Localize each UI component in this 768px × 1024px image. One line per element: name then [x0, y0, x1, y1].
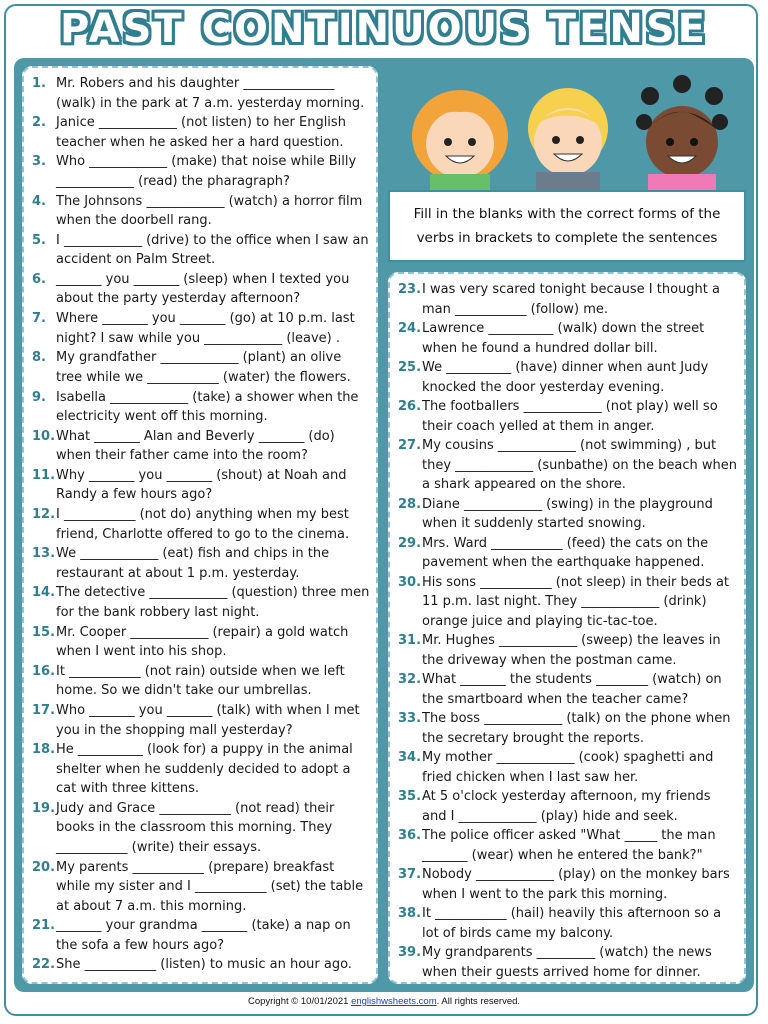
question-number: 7. [32, 311, 46, 327]
question-number: 17. [32, 703, 56, 718]
question-item [398, 748, 738, 787]
question-text: Isabella ____________ (take) a shower when the electricity went off this morning. [56, 389, 359, 424]
question-text: I ____________ (drive) to the office when I saw an accident on Palm Street. [56, 232, 369, 268]
question-text: We ____________ (eat) fish and chips in the restaurant at about 1 p.m. yesterday. [56, 546, 330, 581]
question-text: She ___________ (listen) to music an hour ago. [56, 957, 352, 973]
question-text: Who _______ you _______ (talk) with when I met you in the shopping mall yesterday? [56, 703, 360, 738]
question-number: 10. [32, 428, 56, 444]
children-icon [390, 66, 744, 194]
question-number: 19. [32, 800, 56, 816]
question-item [32, 348, 370, 387]
site-link[interactable]: englishwsheets.com [351, 996, 437, 1007]
question-number: 1. [32, 76, 46, 91]
question-item [32, 955, 370, 975]
question-number: 34. [398, 750, 422, 765]
question-item [398, 436, 738, 495]
question-item [398, 670, 738, 709]
question-item [32, 74, 370, 113]
question-text: The boss ____________ (talk) on the phone when the secretary brought the reports. [422, 711, 731, 746]
question-text: He __________ (look for) a puppy in the animal shelter when he suddenly decided to adopt a cat with three kittens. [56, 742, 353, 797]
question-item [398, 397, 738, 436]
question-text: Mr. Hughes ____________ (sweep) the leaves in the driveway when the postman came. [422, 633, 721, 668]
question-number: 11. [32, 467, 56, 483]
instruction-box [388, 190, 746, 262]
question-text: Why _______ you _______ (shout) at Noah and Randy a few hours ago? [56, 467, 347, 503]
question-item [32, 152, 370, 191]
question-number: 4. [32, 193, 46, 209]
question-item [32, 231, 370, 270]
question-text: Mr. Cooper ____________ (repair) a gold watch when I went into his shop. [56, 624, 349, 660]
question-item [32, 388, 370, 427]
question-item [32, 466, 370, 505]
question-item [398, 495, 738, 534]
question-number: 38. [398, 906, 422, 921]
question-text: What _______ Alan and Beverly _______ (do) when their father came into the room? [56, 428, 335, 464]
question-number: 18. [32, 742, 56, 758]
question-item [32, 505, 370, 544]
question-text: Lawrence __________ (walk) down the street when he found a hundred dollar bill. [422, 321, 705, 356]
question-number: 27. [398, 438, 422, 453]
question-text: I was very scared tonight because I thought a man ___________ (follow) me. [422, 282, 720, 317]
question-text: Janice ____________ (not listen) to her English teacher when he asked her a hard question. [56, 115, 346, 150]
question-text: At 5 o'clock yesterday afternoon, my friends and I ____________ (play) hide and seek. [422, 789, 711, 824]
question-item [32, 309, 370, 348]
question-item [32, 583, 370, 622]
question-item [398, 904, 738, 943]
question-number: 35. [398, 789, 422, 804]
question-number: 24. [398, 321, 422, 336]
question-number: 12. [32, 507, 56, 523]
question-number: 14. [32, 585, 56, 601]
question-item [32, 799, 370, 858]
question-number: 8. [32, 350, 46, 366]
question-number: 5. [32, 232, 46, 248]
question-number: 36. [398, 828, 422, 843]
question-number: 25. [398, 360, 422, 375]
question-number: 23. [398, 282, 422, 297]
question-item [398, 865, 738, 904]
question-text: My cousins ____________ (not swimming) , but they ____________ (sunbathe) on the beach when a shark appeared on the shore. [422, 438, 738, 492]
question-item [398, 534, 738, 573]
question-item [32, 916, 370, 955]
question-text: It ___________ (not rain) outside when we left home. So we didn't take our umbrellas. [56, 663, 345, 699]
question-text: Diane ____________ (swing) in the playground when it suddenly started snowing. [422, 496, 713, 531]
question-item [398, 787, 738, 826]
question-item [398, 709, 738, 748]
question-text: Who ____________ (make) that noise while Billy ____________ (read) the pharagraph? [56, 154, 357, 189]
question-item [398, 573, 738, 632]
page-title: PAST CONTINUOUS TENSE [59, 6, 709, 52]
question-number: 22. [32, 957, 56, 973]
question-item [398, 358, 738, 397]
question-number: 28. [398, 496, 422, 512]
question-item [32, 192, 370, 231]
question-text: What _______ the students ________ (watch) on the smartboard when the teacher came? [422, 672, 722, 707]
children-illustration [390, 66, 744, 194]
question-number: 15. [32, 624, 56, 640]
question-number: 26. [398, 399, 422, 414]
question-item [32, 858, 370, 917]
question-text: _______ you _______ (sleep) when I texted you about the party yesterday afternoon? [56, 271, 350, 307]
question-text: Mrs. Ward ___________ (feed) the cats on the pavement when the earthquake happened. [422, 535, 709, 570]
question-text: Nobody ____________ (play) on the monkey bars when I went to the park this morning. [422, 867, 730, 902]
question-item [32, 623, 370, 662]
left-question-panel [22, 66, 378, 984]
question-number: 37. [398, 867, 422, 882]
question-text: The Johnsons ____________ (watch) a horror film when the doorbell rang. [56, 193, 363, 229]
question-text: The police officer asked "What _____ the man _______ (wear) when he entered the bank?" [422, 828, 716, 863]
question-text: My parents ___________ (prepare) breakfast while my sister and I ___________ (set) the table at about 7 a.m. this morning. [56, 859, 364, 914]
footer [0, 996, 768, 1007]
question-number: 39. [398, 945, 422, 960]
question-item [32, 544, 370, 583]
question-text: We __________ (have) dinner when aunt Judy knocked the door yesterday evening. [422, 360, 709, 395]
question-number: 20. [32, 859, 56, 875]
question-text: Mr. Robers and his daughter ______________ (walk) in the park at 7 a.m. yesterday morning. [56, 76, 365, 111]
question-number: 6. [32, 271, 46, 287]
rights-text: . All rights reserved. [436, 996, 521, 1007]
question-number: 3. [32, 154, 46, 170]
question-number: 30. [398, 574, 422, 590]
question-text: My grandfather ____________ (plant) an olive tree while we ___________ (water) the flowers. [56, 350, 351, 385]
question-text: The detective ____________ (question) three men for the bank robbery last night. [56, 585, 370, 620]
question-item [32, 270, 370, 309]
question-number: 33. [398, 711, 422, 726]
question-number: 16. [32, 663, 56, 679]
question-number: 31. [398, 633, 422, 648]
question-text: Judy and Grace ___________ (not read) their books in the classroom this morning. They ___________ (write) their essays. [56, 800, 335, 855]
question-number: 9. [32, 389, 46, 405]
instruction-text: Fill in the blanks with the correct forms of the verbs in brackets to complete the sentences [413, 206, 721, 246]
question-text: Where _______ you _______ (go) at 10 p.m. last night? I saw while you ____________ (leave) . [56, 311, 355, 346]
question-item [398, 280, 738, 319]
question-item [32, 701, 370, 740]
question-text: My mother ____________ (cook) spaghetti and fried chicken when I last saw her. [422, 750, 714, 785]
question-text: My grandparents _________ (watch) the news when their guests arrived home for dinner. [422, 945, 712, 980]
question-item [398, 943, 738, 982]
question-item [32, 662, 370, 701]
question-text: The footballers ____________ (not play) well so their coach yelled at them in anger. [422, 399, 718, 434]
question-item [32, 113, 370, 152]
question-item [398, 631, 738, 670]
question-item [32, 427, 370, 466]
question-text: His sons ___________ (not sleep) in their beds at 11 p.m. last night. They ____________ (drink) orange juice and playing tic-tac-toe. [422, 574, 730, 629]
question-item [398, 319, 738, 358]
question-number: 29. [398, 535, 422, 551]
question-number: 2. [32, 115, 46, 131]
question-text: It ___________ (hail) heavily this afternoon so a lot of birds came my balcony. [422, 906, 722, 941]
question-number: 32. [398, 672, 422, 687]
question-text: I ___________ (not do) anything when my best friend, Charlotte offered to go to the cinema. [56, 507, 350, 542]
question-number: 21. [32, 918, 56, 934]
question-item [32, 740, 370, 799]
copyright-text: Copyright © 10/01/2021 [247, 996, 349, 1007]
right-question-panel [388, 272, 746, 984]
question-text: _______ your grandma _______ (take) a nap on the sofa a few hours ago? [56, 918, 351, 953]
question-item [398, 826, 738, 865]
question-number: 13. [32, 546, 56, 562]
